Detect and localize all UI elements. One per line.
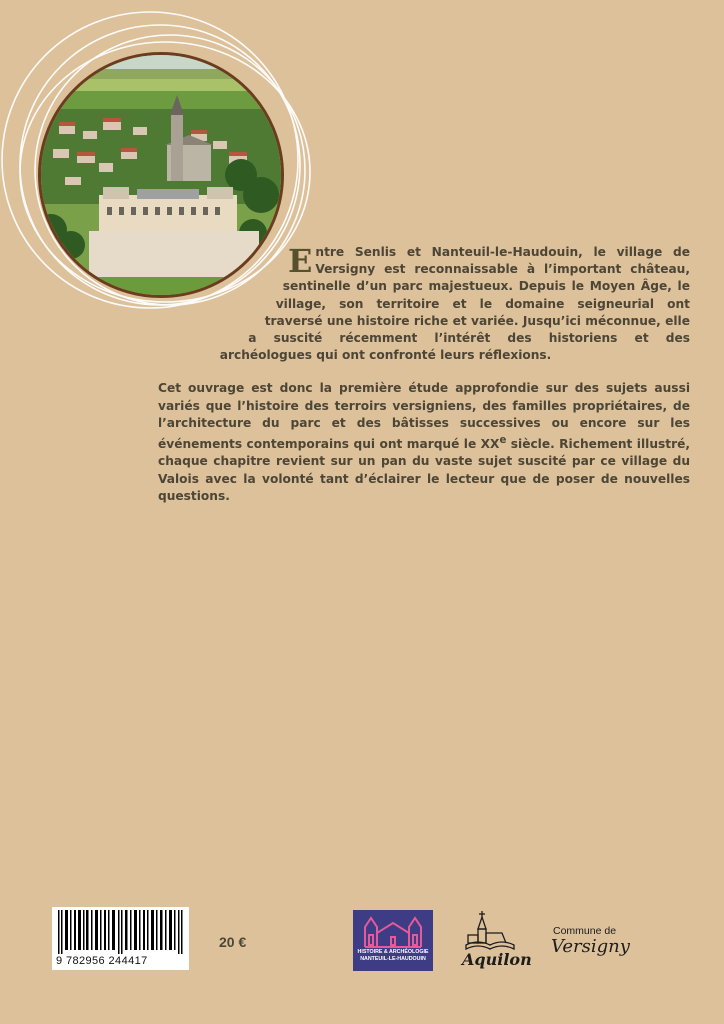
isbn-digits: 9 782956 244417 — [56, 955, 148, 967]
price: 20 € — [219, 934, 247, 950]
century-superscript: e — [499, 435, 507, 447]
commune-label: Commune de — [553, 925, 617, 937]
back-cover-text — [158, 244, 690, 505]
castle-towers-icon — [362, 915, 424, 949]
histoire-archeologie-logo — [353, 910, 433, 971]
body-text-end: siècle. Richement illustré, chaque chapitre revient sur un pan du vaste sujet suscité par ce village du Valois avec la volonté tant d’éclairer le lecteur que de poser de nouvelles questions. — [158, 437, 690, 503]
body-paragraph — [158, 380, 690, 504]
isbn-barcode — [52, 907, 189, 970]
commune-name: Versigny — [551, 936, 630, 957]
histoire-logo-line1: HISTOIRE & ARCHÉOLOGIE — [357, 949, 429, 955]
body-text-start: Cet ouvrage est donc la première étude approfondie sur des sujets aussi variés que l’histoire des terroirs versigniens, des familles propriétaires, de l’architecture du parc et des bâtisses successives ou encore sur les événements contemporains qui ont marqué le XX — [158, 381, 690, 452]
aquilon-name: Aquilon — [462, 950, 532, 969]
histoire-logo-line2: NANTEUIL-LE-HAUDOUIN — [360, 956, 426, 962]
intro-text: ntre Senlis et Nanteuil-le-Haudouin, le village de Versigny est reconnaissable à l’important château, sentinelle d’un parc majestueux. Depuis le Moyen Âge, le village, son territoire et le domaine seigneurial ont traversé une histoire riche et variée. Jusqu’ici méconnue, elle a suscité récemment l’intérêt des historiens et des archéologues qui ont confronté leurs réflexions. — [219, 245, 690, 363]
barcode-bars — [56, 910, 185, 954]
dropcap-letter: E — [288, 242, 313, 280]
